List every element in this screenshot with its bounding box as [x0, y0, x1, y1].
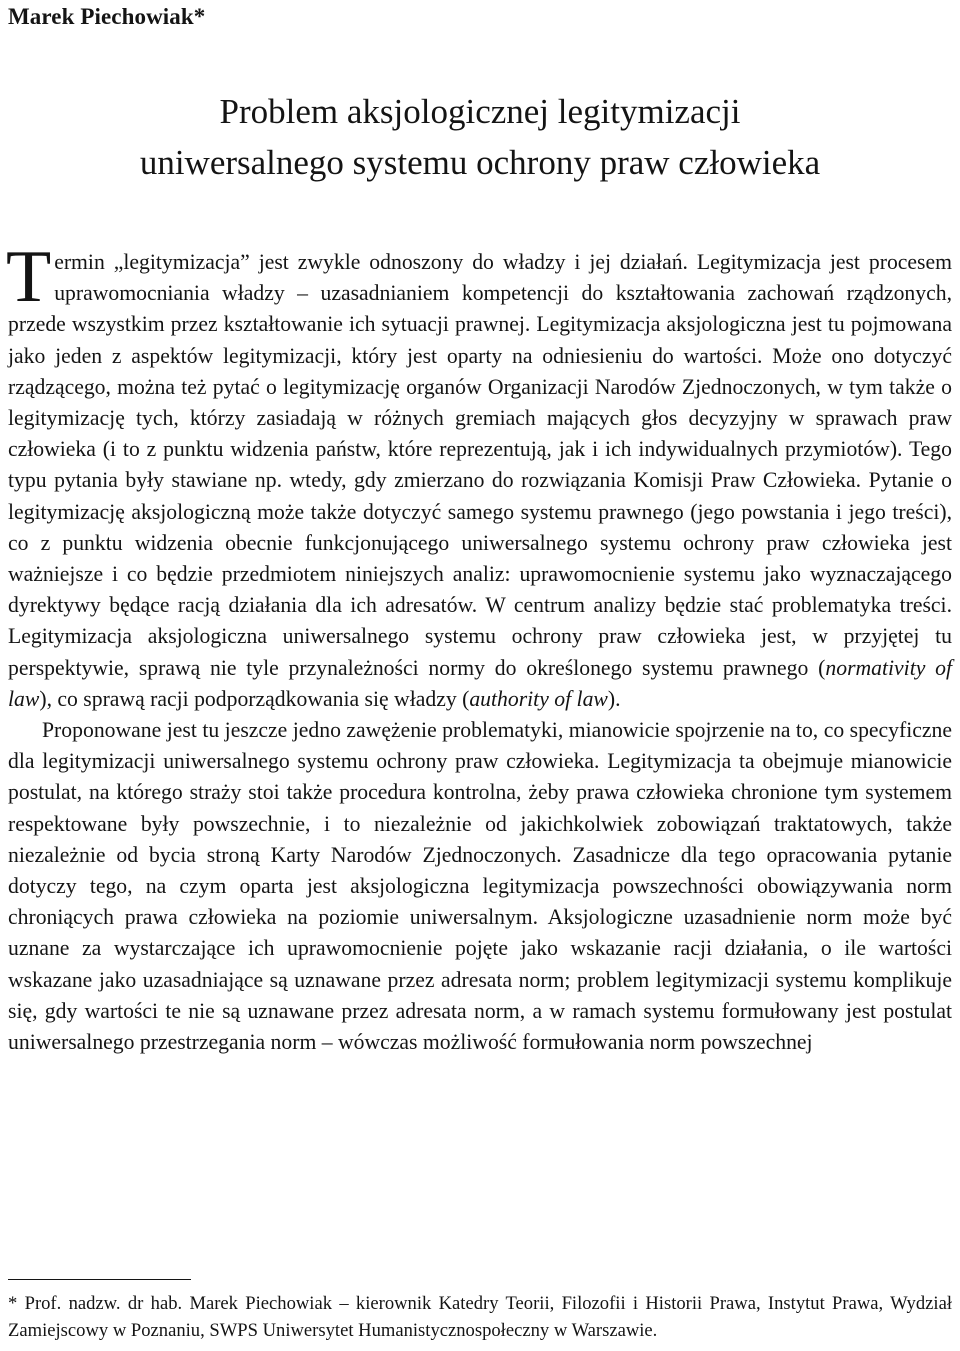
title-line-1: Problem aksjologicznej legitymizacji	[219, 92, 741, 131]
footnote: * Prof. nadzw. dr hab. Marek Piechowiak – kierownik Katedry Teorii, Filozofii i Historii Prawa, Instytut Prawa, Wydział Zamiejscowy w Poznaniu, SWPS Uniwersytet Humanistycznospołeczny w Warszawie.	[8, 1293, 952, 1341]
paragraph-2: Proponowane jest tu jeszcze jedno zawężenie problematyki, mianowicie spojrzenie na to, co specyficzne dla legitymizacji uniwersalnego systemu ochrony praw człowieka. Legitymizacja ta obejmuje mianowicie postulat, na którego straży stoi także procedura kontrolna, żeby prawa człowieka chronione tym systemem respektowane były powszechnie, i to niezależnie od jakichkolwiek zobowiązań traktatowych, także niezależnie od bycia stroną Karty Narodów Zjednoczonych. Zasadnicze dla tego opracowania pytanie dotyczy tego, na czym oparta jest aksjologiczna legitymizacja powszechności obowiązywania norm chroniących prawa człowieka na poziomie uniwersalnym. Aksjologiczne uzasadnienie norm może być uznane za wystarczające ich uprawomocnienie pojęte jako wskazanie racji działania, o ile wartości wskazane jako uzasadniające są uznawane przez adresata norm; problem legitymizacji systemu komplikuje się, gdy wartości te nie są uznawane przez adresata norm, a w ramach systemu formułowany jest postulat uniwersalnego przestrzegania norm – wówczas możliwość formułowania norm powszechnej	[8, 718, 952, 1055]
paragraph-1-text-b: ), co sprawą racji podporządkowania się władzy (	[39, 686, 470, 711]
paragraph-1-text-a: ermin „legitymizacja” jest zwykle odnoszony do władzy i jej działań. Legitymizacja jest procesem uprawomocniania władzy – uzasadnianiem kompetencji do kształtowania zachowań rządzonych, przede wszystkim przez kształtowanie ich sytuacji prawnej. Legitymizacja aksjologiczna jest tu pojmowana jako jeden z aspektów legitymizacji, który jest oparty na odniesieniu do wartości. Może ono dotyczyć rządzącego, można też pytać o legitymizację organów Organizacji Narodów Zjednoczonych, w tym także o legitymizację tych, którzy zasiadają w różnych gremiach mających głos decyzyjny w sprawach praw człowieka (i to z punktu widzenia państw, które reprezentują, jak i ich indywidualnych przymiotów). Tego typu pytania były stawiane np. wtedy, gdy zmierzano do rozwiązania Komisji Praw Człowieka. Pytanie o legitymizację aksjologiczną może także dotyczyć samego systemu prawnego (jego powstania i jego treści), co z punktu widzenia obecnie funkcjonującego uniwersalnego systemu ochrony praw człowieka jest ważniejsze i co będzie przedmiotem niniejszych analiz: uprawomocnienie systemu jako wyznaczającego dyrektywy będące racją działania dla ich adresatów. W centrum analizy będzie stać problematyka treści. Legitymizacja aksjologiczna uniwersalnego systemu ochrony praw człowieka jest, w przyjętej tu perspektywie, sprawą nie tyle przynależności normy do określonego systemu prawnego (	[8, 250, 952, 680]
paragraph-1-italic-authority: authority of law	[469, 686, 608, 711]
document-page	[6, 0, 954, 1351]
footnote-separator	[8, 1279, 191, 1280]
title-line-2: uniwersalnego systemu ochrony praw człowieka	[139, 143, 821, 182]
author-name: Marek Piechowiak*	[8, 4, 206, 29]
article-title	[6, 86, 954, 188]
drop-cap: T	[6, 236, 52, 318]
paragraph-1-text-c: ).	[607, 686, 621, 711]
paragraph-1-italic-normativity: normativity of law	[8, 655, 952, 711]
article-body	[6, 236, 952, 1058]
paragraph-1	[6, 236, 952, 715]
